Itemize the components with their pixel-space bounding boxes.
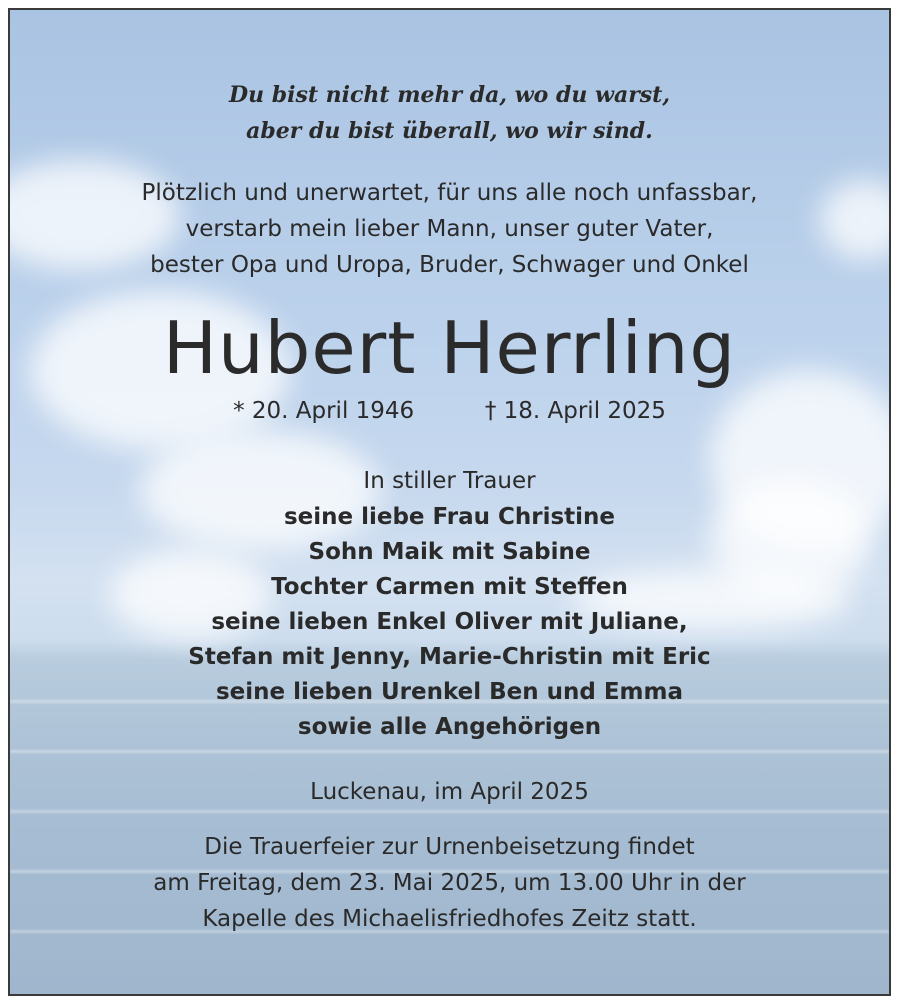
family-line-4: seine lieben Enkel Oliver mit Juliane, bbox=[211, 609, 688, 635]
birth-date: * 20. April 1946 bbox=[233, 398, 415, 424]
ceremony-line-1: Die Trauerfeier zur Urnenbeisetzung findet bbox=[204, 834, 695, 860]
intro-line-2: verstarb mein lieber Mann, unser guter Vater, bbox=[185, 216, 714, 242]
ceremony-line-3: Kapelle des Michaelisfriedhofes Zeitz statt. bbox=[202, 906, 697, 932]
family-line-5: Stefan mit Jenny, Marie-Christin mit Eric bbox=[188, 644, 711, 670]
deceased-name: Hubert Herrling bbox=[162, 306, 737, 390]
mourning-intro: In stiller Trauer bbox=[363, 468, 536, 494]
family-line-7: sowie alle Angehörigen bbox=[297, 714, 602, 740]
intro-line-3: bester Opa und Uropa, Bruder, Schwager und Onkel bbox=[150, 252, 749, 278]
motto-line-2: aber du bist überall, wo wir sind. bbox=[246, 118, 653, 144]
ceremony-line-2: am Freitag, dem 23. Mai 2025, um 13.00 Uhr in der bbox=[153, 870, 746, 896]
family-line-1: seine liebe Frau Christine bbox=[283, 504, 616, 530]
place-date: Luckenau, im April 2025 bbox=[310, 779, 589, 805]
life-dates bbox=[10, 398, 889, 424]
obituary-card bbox=[8, 8, 891, 996]
death-date: † 18. April 2025 bbox=[484, 398, 666, 424]
family-line-2: Sohn Maik mit Sabine bbox=[308, 539, 591, 565]
family-line-6: seine lieben Urenkel Ben und Emma bbox=[215, 679, 684, 705]
intro-line-1: Plötzlich und unerwartet, für uns alle noch unfassbar, bbox=[141, 180, 758, 206]
family-line-3: Tochter Carmen mit Steffen bbox=[271, 574, 628, 600]
motto-line-1: Du bist nicht mehr da, wo du warst, bbox=[228, 82, 671, 108]
